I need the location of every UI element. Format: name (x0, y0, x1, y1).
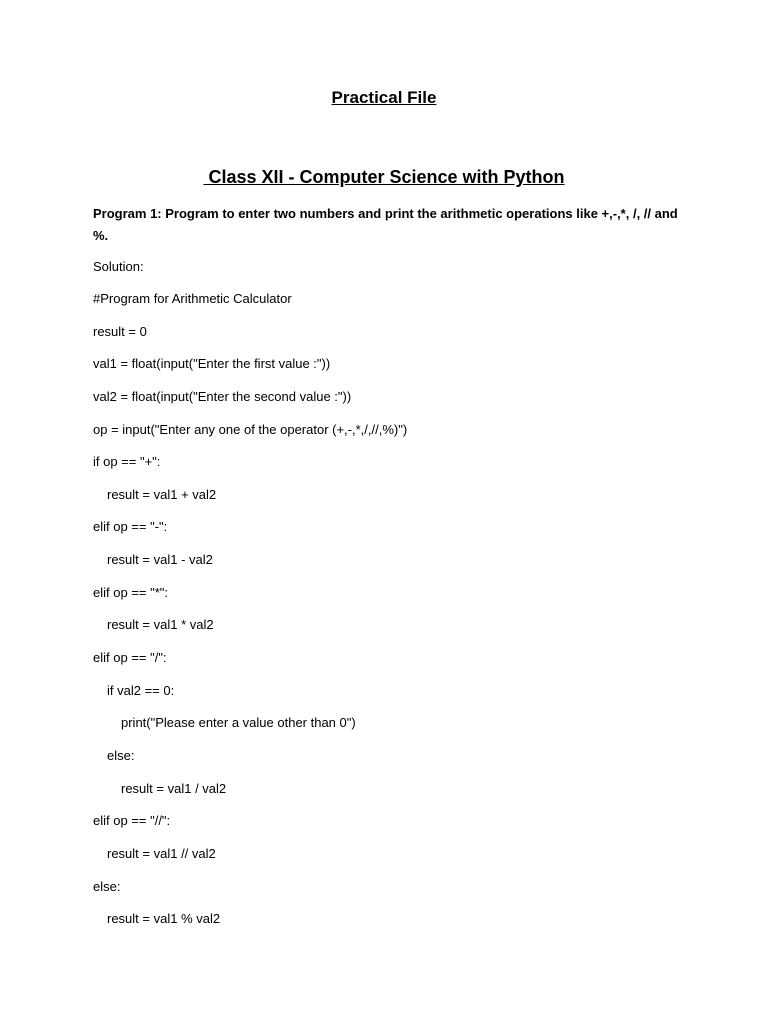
page-subtitle: Class XII - Computer Science with Python (203, 167, 565, 187)
code-line: result = val1 / val2 (121, 781, 227, 796)
code-line: result = 0 (93, 324, 147, 339)
code-line: val2 = float(input("Enter the second value :")) (93, 389, 352, 404)
code-line: result = val1 - val2 (107, 552, 213, 567)
code-line: #Program for Arithmetic Calculator (93, 291, 292, 306)
program-heading: Program 1: Program to enter two numbers and print the arithmetic operations like +,-,*, /, // and %. (93, 206, 678, 243)
code-line: if op == "+": (93, 454, 161, 469)
code-line: val1 = float(input("Enter the first value :")) (93, 356, 331, 371)
code-line: elif op == "*": (93, 585, 168, 600)
code-line: else: (107, 748, 135, 763)
code-line: result = val1 // val2 (107, 846, 216, 861)
code-line: if val2 == 0: (107, 683, 175, 698)
code-line: result = val1 * val2 (107, 617, 214, 632)
solution-label: Solution: (93, 259, 144, 274)
code-line: elif op == "-": (93, 519, 168, 534)
code-line: print("Please enter a value other than 0") (121, 715, 356, 730)
code-line: else: (93, 879, 121, 894)
code-line: result = val1 % val2 (107, 911, 221, 926)
code-line: elif op == "//": (93, 813, 171, 828)
page-title: Practical File (331, 88, 437, 107)
code-line: result = val1 + val2 (107, 487, 217, 502)
code-line: elif op == "/": (93, 650, 167, 665)
code-line: op = input("Enter any one of the operator (+,-,*,/,//,%)") (93, 422, 408, 437)
